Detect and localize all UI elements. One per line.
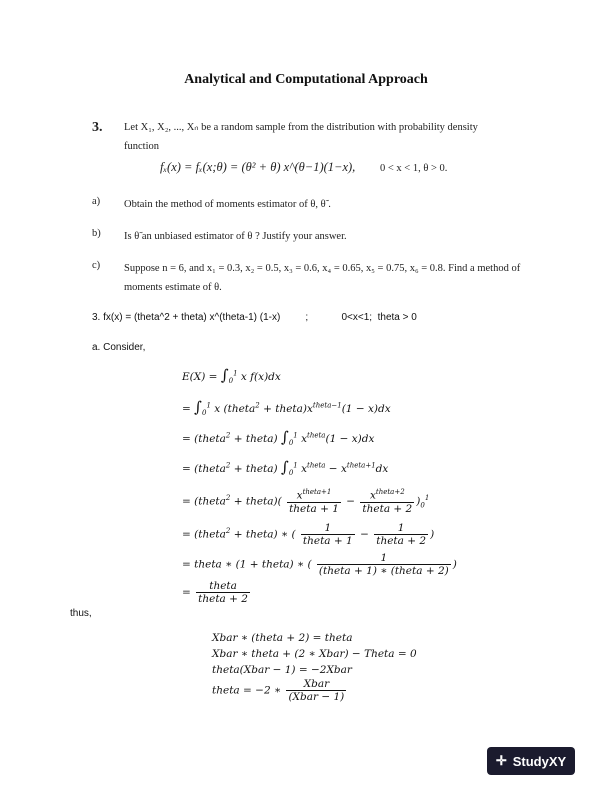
pdf-condition: 0 < x < 1, θ > 0.: [380, 163, 448, 174]
consider-label: a. Consider,: [92, 342, 146, 353]
part-a-text: Obtain the method of moments estimator of θ, θ̃ .: [124, 199, 331, 210]
answer-restatement: 3. fx(x) = (theta^2 + theta) x^(theta-1) (1-x) ; 0<x<1; theta > 0: [92, 312, 417, 323]
derivation-line-8: = $\frac{\text{theta}}{\text{theta + 2}}$: [182, 580, 248, 605]
plus-icon: ✛: [495, 753, 507, 768]
thus-line-1: Xbar ∗ (theta + 2) = theta: [212, 632, 353, 644]
derivation-line-1: $E(X) = \int_0^1$ x f(x)dx: [182, 366, 281, 386]
question-number: 3.: [92, 120, 103, 135]
thus-line-2: Xbar ∗ theta + (2 ∗ Xbar) − Theta = 0: [212, 648, 417, 660]
page-title: Analytical and Computational Approach: [184, 72, 428, 87]
thus-line-3: theta(Xbar − 1) = −2Xbar: [212, 664, 352, 676]
derivation-line-7: = theta ∗ (1 + theta) ∗ ( $\frac{1}{\text{(theta + 1) ∗ (theta + 2)}}$ ): [182, 552, 457, 577]
derivation-line-6: = (theta$^2$ + theta) ∗ ( $\frac{1}{\text{theta + 1}}$ − $\frac{1}{\text{theta + 2}}$ ): [182, 522, 435, 547]
question-intro: Let X₁, X₂, ..., Xₙ be a random sample from the distribution with probability density function: [124, 122, 478, 152]
part-b-text: Is θ̃ an unbiased estimator of θ ? Justify your answer.: [124, 231, 347, 242]
part-c-text: Suppose n = 6, and x₁ = 0.3, x₂ = 0.5, x₃ = 0.6, x₄ = 0.65, x₅ = 0.75, x₆ = 0.8. Find a method of moments estimate of θ.: [124, 263, 521, 293]
studyxy-logo: [487, 747, 575, 775]
part-a-label: a): [92, 196, 101, 207]
derivation-line-5: = (theta$^2$ + theta)( $\frac{x^{theta+1}}{\text{theta + 1}}$ − $\frac{x^{theta+2}}{\text{theta + 2}}$ )$_0^1$: [182, 488, 430, 515]
logo-text: StudyXY: [512, 753, 567, 769]
pdf-formula: fₓ(x) = fₓ(x;θ) = (θ² + θ) x^(θ−1)(1−x),: [160, 160, 356, 174]
part-c-label: c): [92, 260, 101, 271]
part-b-label: b): [92, 228, 101, 239]
derivation-line-3: = (theta$^2$ + theta) $\int_0^1$ $x^{theta}(1 - x)dx$: [182, 428, 375, 448]
thus-label: thus,: [70, 608, 92, 619]
thus-line-4: theta = −2 ∗ $\frac{\text{Xbar}}{\text{(Xbar − 1)}}$: [212, 678, 345, 703]
derivation-line-2: = $\int_0^1$ x (theta$^2$ + $theta)x^{theta-1}(1 - x)dx$: [182, 398, 391, 418]
derivation-line-4: = (theta$^2$ + theta) $\int_0^1$ $x^{theta} - x^{theta+1}dx$: [182, 458, 389, 478]
